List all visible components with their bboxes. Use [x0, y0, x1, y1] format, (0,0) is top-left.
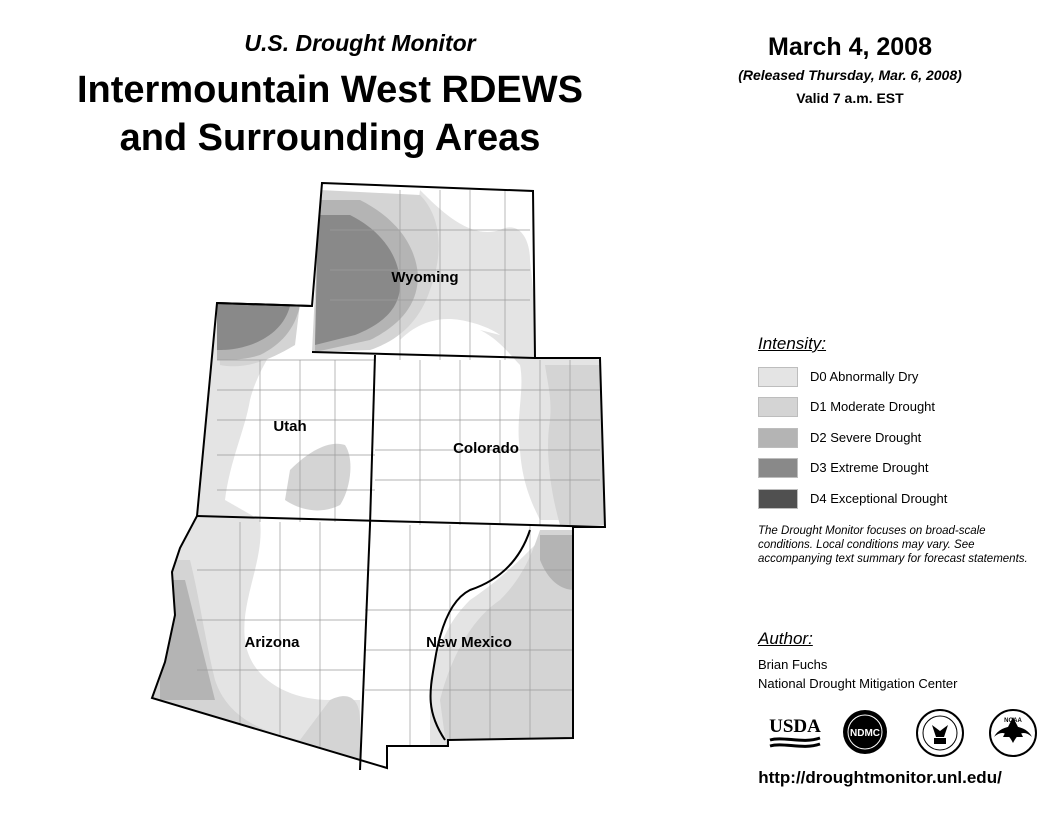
legend-swatch-d2	[758, 428, 798, 448]
legend-label-d3: D3 Extreme Drought	[810, 460, 929, 475]
legend-swatch-d1	[758, 397, 798, 417]
map-date: March 4, 2008	[768, 33, 932, 61]
state-label-new-mexico: New Mexico	[426, 634, 512, 651]
subtitle: U.S. Drought Monitor	[244, 30, 476, 56]
valid-time: Valid 7 a.m. EST	[796, 90, 904, 106]
usda-logo-text: USDA	[769, 716, 821, 737]
state-label-utah: Utah	[273, 418, 307, 435]
usda-logo	[768, 712, 822, 752]
ndmc-logo	[842, 709, 888, 755]
author-organization: National Drought Mitigation Center	[758, 676, 958, 691]
title-line-2: and Surrounding Areas	[119, 117, 541, 159]
state-label-wyoming: Wyoming	[391, 269, 459, 286]
noaa-logo-text: NOAA	[1004, 718, 1022, 724]
legend-label-d1: D1 Moderate Drought	[810, 399, 936, 414]
legend-label-d4: D4 Exceptional Drought	[810, 491, 948, 506]
legend-note: The Drought Monitor focuses on broad-scale conditions. Local conditions may vary. See accompanying text summary for forecast statements.	[758, 525, 1028, 565]
legend-swatch-d4	[758, 489, 798, 509]
noaa-logo	[989, 709, 1037, 757]
ndmc-logo-text: NDMC	[850, 728, 880, 739]
title-line-1: Intermountain West RDEWS	[77, 69, 583, 111]
release-date: (Released Thursday, Mar. 6, 2008)	[738, 67, 962, 83]
legend-swatch-d0	[758, 367, 798, 387]
commerce-seal-icon	[916, 709, 964, 757]
author-heading: Author:	[758, 629, 813, 648]
website-url[interactable]: http://droughtmonitor.unl.edu/	[758, 768, 1002, 787]
author-name: Brian Fuchs	[758, 657, 828, 672]
state-label-colorado: Colorado	[453, 440, 519, 457]
legend-label-d0: D0 Abnormally Dry	[810, 369, 919, 384]
legend-heading: Intensity:	[758, 334, 827, 353]
legend-swatch-d3	[758, 458, 798, 478]
legend-label-d2: D2 Severe Drought	[810, 430, 922, 445]
state-label-arizona: Arizona	[244, 634, 300, 651]
